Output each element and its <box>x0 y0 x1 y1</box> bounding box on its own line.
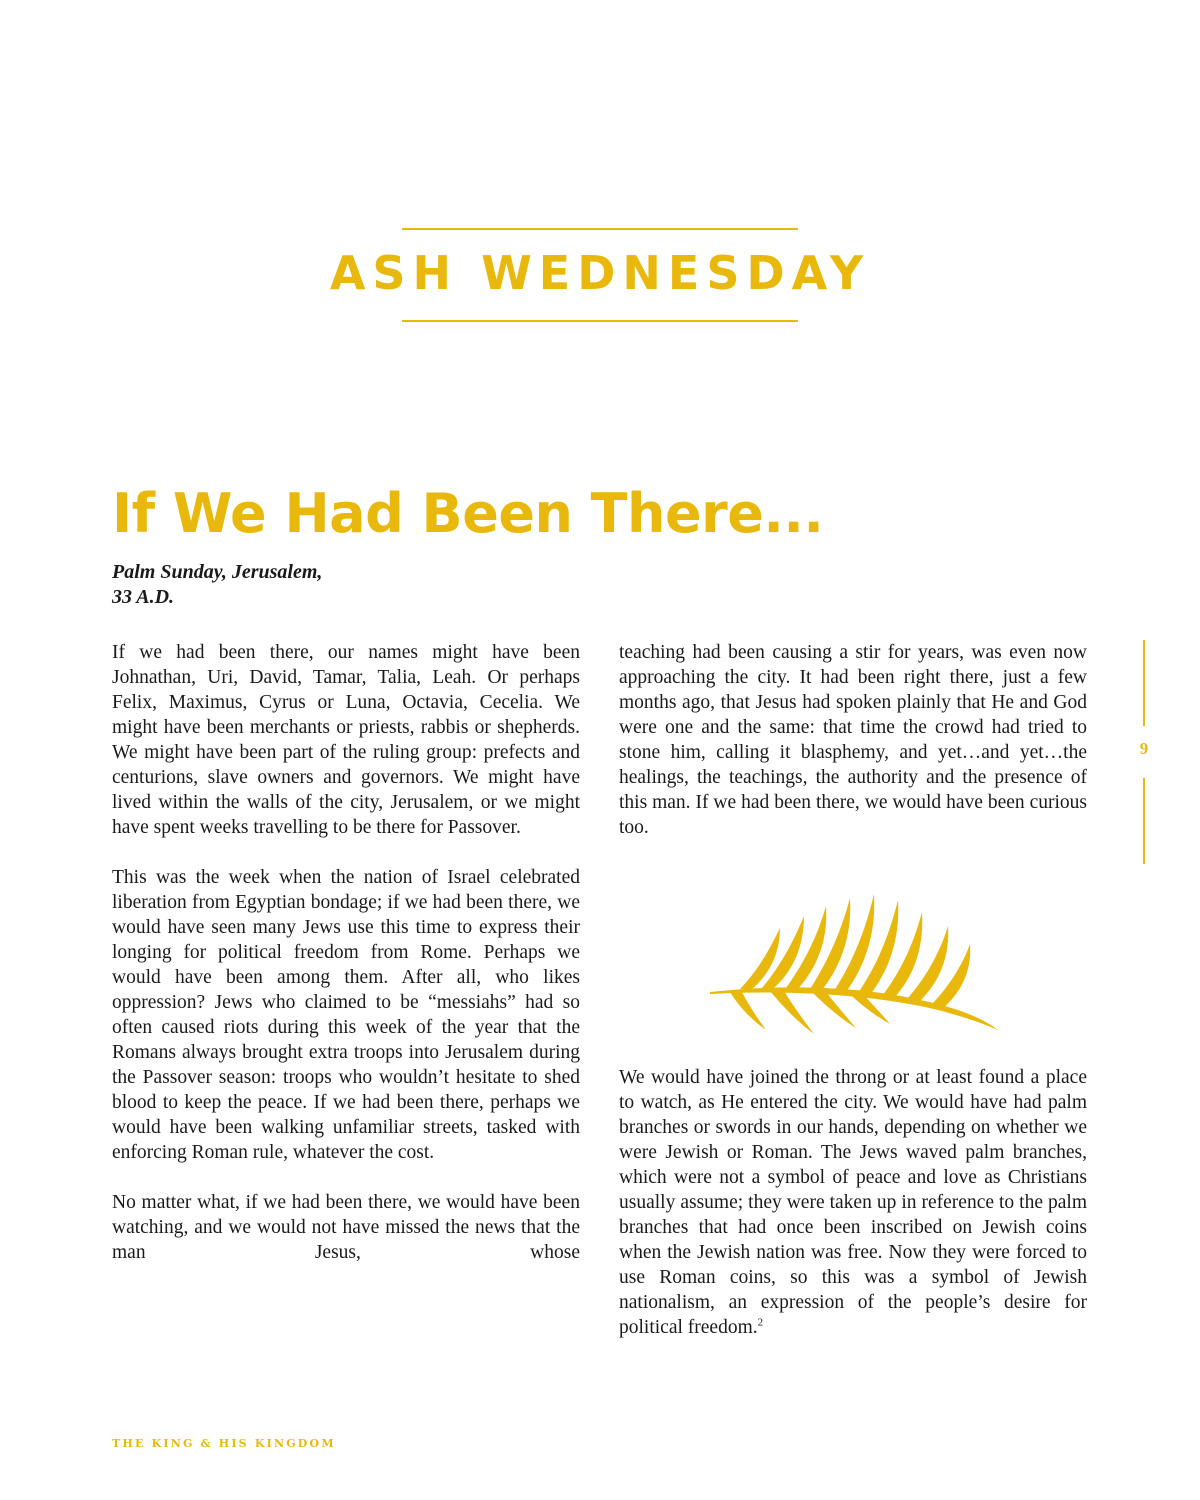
paragraph: teaching had been causing a stir for years, was even now approaching the city. It had been right there, just a few months ago, that Jesus had spoken plainly that He and God were one and the same: that time the crowd had tried to stone him, calling it blasphemy, and yet…and yet…the healings, the teachings, the authority and the presence of this man. If we had been there, we would have been curious too. <box>619 642 1087 838</box>
right-column-bottom <box>619 1065 1087 1340</box>
left-column <box>112 640 580 1265</box>
dateline <box>112 560 322 610</box>
title-rule-bottom <box>402 320 798 322</box>
title-rule-top <box>402 228 798 230</box>
paragraph: No matter what, if we had been there, we would have been watching, and we would not have missed the news that the man Jesus, whose <box>112 1192 580 1263</box>
side-rule-bottom <box>1143 778 1145 864</box>
paragraph: If we had been there, our names might have been Johnathan, Uri, David, Tamar, Talia, Leah. Or perhaps Felix, Maximus, Cyrus or Luna, Octavia, Cecelia. We might have been merchants or priests, rabbis or shepherds. We might have been part of the ruling group: prefects and centurions, slave owners and governors. We might have lived within the walls of the city, Jerusalem, or we might have spent weeks travelling to be there for Passover. <box>112 642 580 838</box>
article-title: If We Had Been There... <box>112 482 824 545</box>
dateline-place: Palm Sunday, Jerusalem, <box>112 561 323 583</box>
page-number: 9 <box>1139 739 1149 758</box>
side-rule-top <box>1143 640 1145 726</box>
section-title: ASH WEDNESDAY <box>329 246 871 300</box>
paragraph <box>619 1065 1087 1340</box>
right-column-top <box>619 640 1087 840</box>
paragraph: This was the week when the nation of Israel celebrated liberation from Egyptian bondage; if we had been there, we would have seen many Jews use this time to express their longing for political freedom from Rome. Perhaps we would have been among them. After all, who likes oppression? Jews who claimed to be “messiahs” had so often caused riots during this week of the year that the Romans always brought extra troops into Jerusalem during the Passover season: troops who wouldn’t hesitate to shed blood to keep the peace. If we had been there, perhaps we would have been walking unfamiliar streets, tasked with enforcing Roman rule, whatever the cost. <box>112 867 580 1163</box>
paragraph-text: We would have joined the throng or at least found a place to watch, as He entered the city. We would have had palm branches or swords in our hands, depending on whether we were Jewish or Roman. The Jews waved palm branches, which were not a symbol of peace and love as Christians usually assume; they were taken up in reference to the palm branches that had once been inscribed on Jewish coins when the Jewish nation was free. Now they were forced to use Roman coins, so this was a symbol of Jewish nationalism, an expression of the people’s desire for political freedom. <box>619 1067 1087 1338</box>
dateline-year: 33 A.D. <box>112 586 175 608</box>
footnote-marker: 2 <box>757 1316 764 1329</box>
footer-publication-title: THE KING & HIS KINGDOM <box>112 1437 336 1450</box>
palm-branch-icon <box>700 888 1010 1038</box>
